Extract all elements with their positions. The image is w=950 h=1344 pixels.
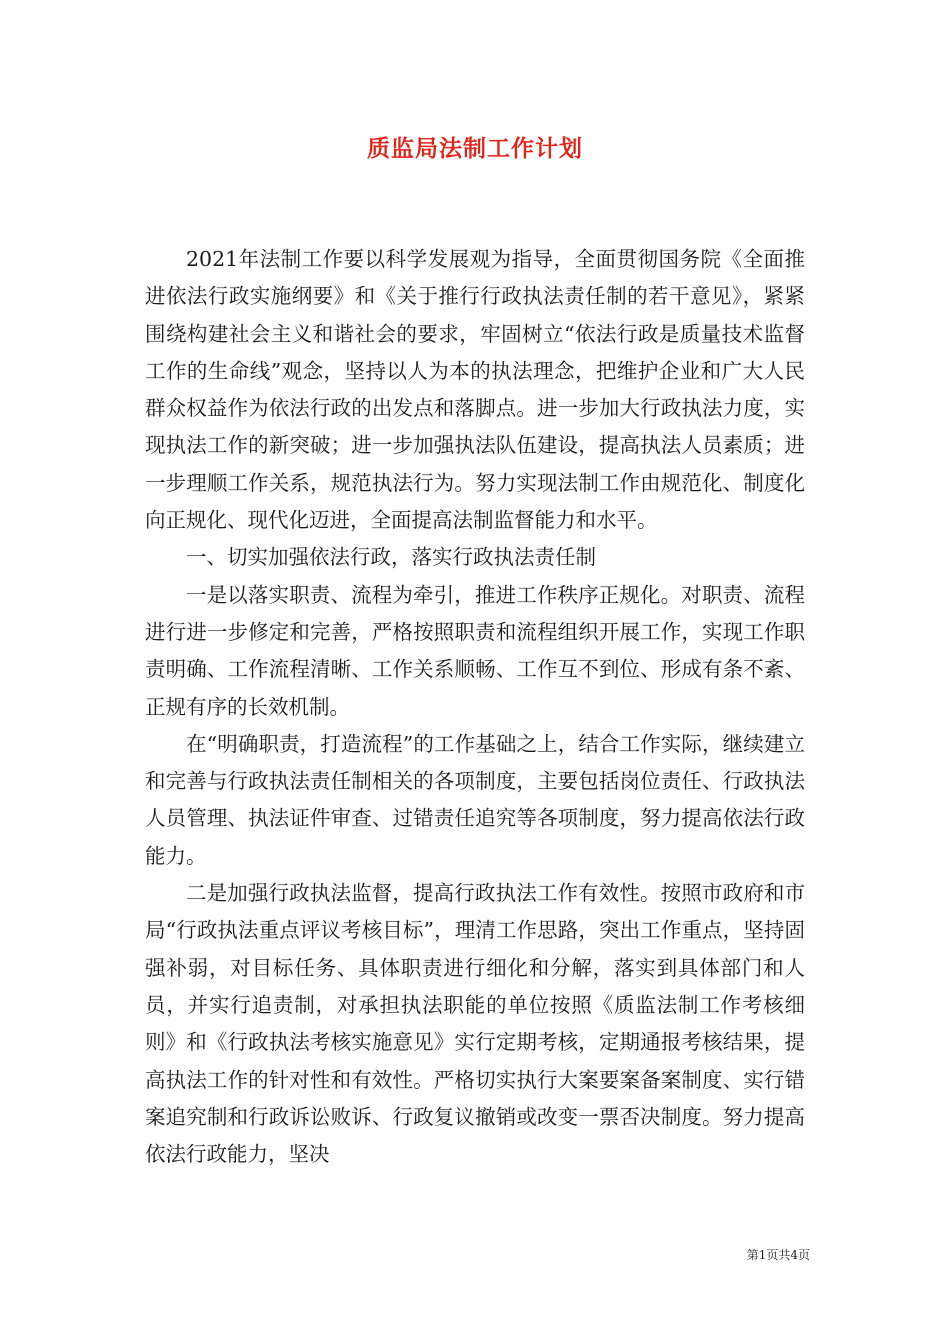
paragraph-intro: 2021年法制工作要以科学发展观为指导，全面贯彻国务院《全面推进依法行政实施纲要》和《关于推行行政执法责任制的若干意见》，紧紧围绕构建社会主义和谐社会的要求，牢固树立“依法行政是质量技术监督工作的生命线”观念，坚持以人为本的执法理念，把维护企业和广大人民群众权益作为依法行政的出发点和落脚点。进一步加大行政执法力度，实现执法工作的新突破；进一步加强执法队伍建设，提高执法人员素质；进一步理顺工作关系，规范执法行为。努力实现法制工作由规范化、制度化向正规化、现代化迈进，全面提高法制监督能力和水平。: [145, 247, 805, 533]
page-number: 第1页共4页: [746, 1248, 810, 1262]
paragraph-item-1-detail: 在“明确职责，打造流程”的工作基础之上，结合工作实际，继续建立和完善与行政执法责任制相关的各项制度，主要包括岗位责任、行政执法人员管理、执法证件审查、过错责任追究等各项制度，努力提高依法行政能力。: [145, 731, 805, 868]
document-body: [145, 241, 805, 1173]
page-title: 质监局法制工作计划: [367, 135, 583, 162]
paragraph-item-1: 一是以落实职责、流程为牵引，推进工作秩序正规化。对职责、流程进行进一步修定和完善，严格按照职责和流程组织开展工作，实现工作职责明确、工作流程清晰、工作关系顺畅、工作互不到位、形成有条不紊、正规有序的长效机制。: [145, 582, 805, 719]
section-heading-1: 一、切实加强依法行政，落实行政执法责任制: [186, 545, 596, 570]
paragraph-item-2: 二是加强行政执法监督，提高行政执法工作有效性。按照市政府和市局“行政执法重点评议考核目标”，理清工作思路，突出工作重点，坚持固强补弱，对目标任务、具体职责进行细化和分解，落实到具体部门和人员，并实行追责制，对承担执法职能的单位按照《质监法制工作考核细则》和《行政执法考核实施意见》实行定期考核，定期通报考核结果，提高执法工作的针对性和有效性。严格切实执行大案要案备案制度、实行错案追究制和行政诉讼败诉、行政复议撤销或改变一票否决制度。努力提高依法行政能力，坚决: [145, 881, 805, 1167]
